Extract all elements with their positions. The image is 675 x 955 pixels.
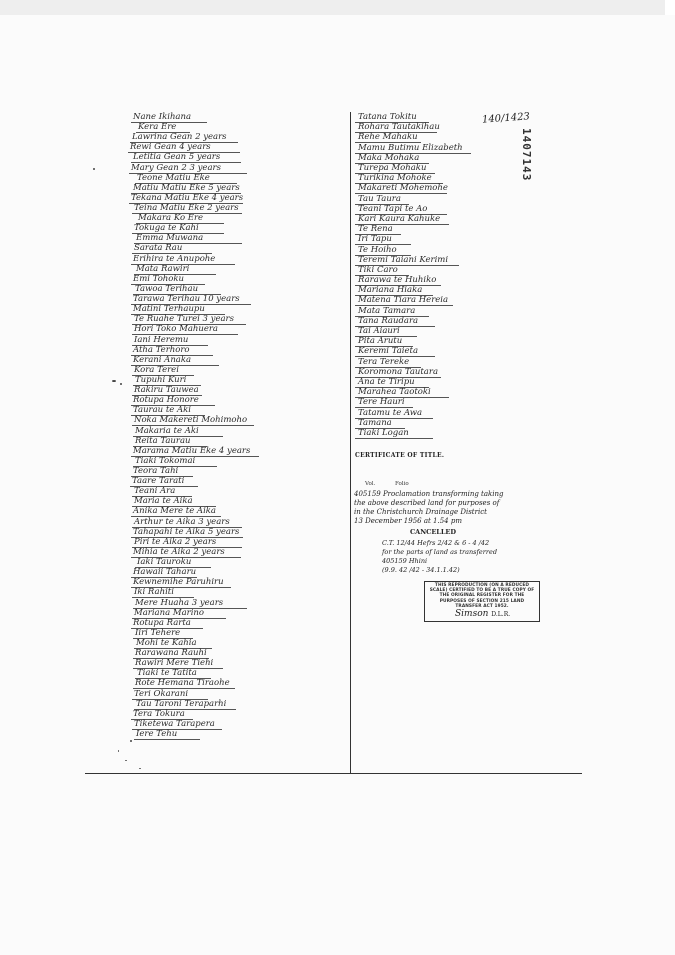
left-name-entry: Erihira te Anupohe bbox=[133, 253, 216, 264]
left-name-entry: Tiketewa Tarapera bbox=[134, 718, 215, 729]
left-name-entry: Mariana Marino bbox=[134, 607, 205, 618]
left-name-entry: Rotupa Honore bbox=[133, 395, 199, 406]
left-name-entry: Teone Matiu Eke bbox=[137, 172, 210, 183]
left-name-entry: Iaki Tauroku bbox=[137, 557, 192, 568]
entry-line-1: 405159 Proclamation transforming taking bbox=[354, 490, 504, 498]
right-name-entry: Te Rena bbox=[358, 224, 393, 235]
left-name-entry: Marama Matiu Eke 4 years bbox=[133, 445, 251, 456]
reproduction-stamp-text: THIS REPRODUCTION (ON A REDUCED SCALE) CERTIFIED TO BE A TRUE COPY OF THE ORIGINAL REGISTER FOR THE PURPOSES OF SECTION 215 LAND TRANSFER ACT 1952. bbox=[429, 583, 535, 609]
left-name-entry: Iere Tehu bbox=[136, 729, 178, 739]
left-name-entry: Mere Huaha 3 years bbox=[135, 597, 224, 608]
right-name-entry: Keremi Taieta bbox=[358, 346, 419, 357]
column-divider bbox=[350, 112, 351, 774]
left-name-entry: Mohi te Kahia bbox=[136, 637, 197, 648]
right-name-entry: Mariana Hiaka bbox=[358, 285, 423, 296]
right-name-entry: Koromona Tautara bbox=[358, 366, 439, 377]
left-name-entry: Rewi Gean 4 years bbox=[130, 142, 211, 153]
right-name-entry: Tatamu te Awa bbox=[358, 407, 423, 418]
left-name-entry: Rotupa Rarta bbox=[133, 617, 191, 628]
left-name-entry: Piri te Aika 2 years bbox=[134, 536, 217, 547]
left-name-entry: Emma Muwana bbox=[136, 233, 204, 244]
right-name-entry: Teremi Taiani Kerimi bbox=[358, 254, 449, 265]
scan-mark bbox=[118, 750, 119, 752]
cancel-line-4: (9.9. 42 /42 - 34.1.1.42) bbox=[382, 566, 460, 574]
right-name-entry: Teani Tapi te Ao bbox=[358, 203, 428, 214]
left-name-entry: Tupuhi Kuri bbox=[135, 374, 187, 385]
left-name-entry: Mata Rawiri bbox=[136, 263, 190, 274]
left-name-entry: Rawiri Mere Tiehi bbox=[135, 658, 214, 669]
right-name-entry: Rehe Mahaku bbox=[358, 132, 418, 143]
right-name-entry: Matena Tiara Hereia bbox=[358, 295, 449, 306]
right-name-entry: Rarawa te Huhiko bbox=[358, 275, 437, 286]
left-name-entry: Teri Okarani bbox=[134, 688, 189, 699]
entry-line-2: the above described land for purposes of bbox=[354, 499, 500, 507]
right-name-entry: Iri Tapu bbox=[358, 234, 392, 245]
left-name-entry: Nane Ikihana bbox=[133, 112, 192, 122]
right-name-entry: Pita Arutu bbox=[358, 336, 403, 347]
left-name-entry: Iani Heremu bbox=[134, 334, 189, 345]
cancel-line-2: for the parts of land as transferred bbox=[382, 548, 497, 556]
left-name-entry: Tarawa Terihau 10 years bbox=[133, 294, 240, 305]
right-name-entry: Mamu Butimu Elizabeth bbox=[358, 142, 463, 153]
right-name-entry: Makareti Mohemohe bbox=[358, 183, 448, 194]
left-name-entry: Rarawana Rauhi bbox=[135, 648, 207, 659]
scan-mark bbox=[112, 380, 116, 382]
right-name-entry: Tau Taura bbox=[358, 193, 401, 204]
left-name-entry: Atha Terhoro bbox=[133, 344, 190, 355]
left-name-entry: Taurau te Aki bbox=[133, 405, 192, 416]
left-name-entry: Tokuga te Kahi bbox=[134, 223, 199, 234]
right-name-entry: Tiaki Logan bbox=[358, 428, 409, 438]
left-name-entry: Taare Tarati bbox=[132, 476, 185, 487]
scan-mark bbox=[139, 768, 141, 769]
signature-suffix: D.L.R. bbox=[491, 611, 511, 618]
left-name-entry: Teani Ara bbox=[134, 486, 176, 497]
left-name-entry: Iiri Tehere bbox=[135, 627, 181, 638]
left-name-entry: Tahapahi te Aika 5 years bbox=[133, 526, 240, 537]
cancel-line-1: C.T. 12/44 Hefrs 2/42 & 6 - 4 /42 bbox=[382, 539, 490, 547]
left-name-entry: Kora Terei bbox=[134, 364, 179, 375]
left-name-entry: Letitia Gean 5 years bbox=[133, 152, 221, 163]
certificate-title: CERTIFICATE OF TITLE. bbox=[355, 452, 445, 459]
cancel-line-3: 405159 Hhini bbox=[382, 557, 428, 565]
left-name-entry: Tiaki Tokomai bbox=[135, 455, 196, 466]
left-name-entry: Tera Tokura bbox=[133, 708, 185, 719]
left-name-entry: Mihia te Aika 2 years bbox=[133, 546, 225, 557]
right-name-entry: Turikina Mohoke bbox=[358, 173, 432, 184]
page-reference: 140/1423 bbox=[481, 111, 531, 126]
register-stamp-number: 1407143 bbox=[520, 128, 533, 182]
right-name-entry: Tera Tereke bbox=[358, 356, 410, 367]
left-name-entry: Tiaki te Tatita bbox=[137, 668, 197, 679]
left-name-entry: Rote Hemana Tiraohe bbox=[135, 678, 230, 689]
left-name-entry: Matini Terhaupu bbox=[133, 304, 205, 315]
right-name-underline bbox=[355, 438, 433, 439]
right-name-entry: Kari Kaura Kahuke bbox=[358, 213, 441, 224]
left-name-entry: Makaria te Aki bbox=[135, 425, 199, 436]
left-name-entry: Sarata Rau bbox=[134, 243, 183, 254]
left-name-entry: Reita Taurau bbox=[135, 435, 191, 446]
vol-label: Vol. bbox=[365, 481, 376, 487]
registrar-signature bbox=[455, 609, 510, 619]
right-name-entry: Tamana bbox=[358, 417, 392, 428]
left-name-entry: Hawaii Taharu bbox=[133, 567, 197, 578]
left-name-entry: Teina Matiu Eke 2 years bbox=[134, 203, 239, 214]
left-name-entry: Maria te Aika bbox=[134, 496, 193, 507]
right-name-entry: Ana te Tiripu bbox=[358, 377, 415, 388]
left-name-entry: Emi Tohoku bbox=[133, 273, 185, 284]
left-name-entry: Noka Makereti Mohimoho bbox=[134, 415, 248, 426]
scan-mark bbox=[125, 760, 127, 761]
scan-mark bbox=[130, 740, 132, 742]
left-name-entry: Tau Taroni Teraparhi bbox=[136, 698, 227, 709]
right-name-entry: Te Hoiho bbox=[358, 244, 397, 255]
left-name-underline bbox=[134, 739, 200, 740]
left-name-entry: Anika Mere te Aika bbox=[133, 506, 217, 517]
left-name-entry: Tawoa Terihau bbox=[135, 283, 199, 294]
left-name-entry: Iki Rahiti bbox=[134, 587, 174, 598]
right-name-entry: Tai Aiauri bbox=[358, 326, 400, 337]
signature-name: Simson bbox=[455, 609, 489, 619]
entry-line-3: in the Christchurch Drainage District bbox=[354, 508, 487, 516]
left-name-entry: Teora Tahi bbox=[133, 466, 179, 477]
left-name-entry: Lawrina Gean 2 years bbox=[132, 132, 227, 143]
right-name-entry: Tere Hauri bbox=[358, 397, 405, 408]
top-bar bbox=[0, 0, 665, 15]
left-name-entry: Matiu Matiu Eke 5 years bbox=[133, 182, 240, 193]
left-name-entry: Te Ruahe Turei 3 years bbox=[134, 314, 234, 325]
left-name-entry: Kera Ere bbox=[138, 122, 177, 133]
left-name-entry: Mary Gean 2 3 years bbox=[131, 162, 221, 173]
left-name-entry: Hori Toko Mahuera bbox=[134, 324, 218, 335]
left-name-entry: Kewnemihe Paruhiru bbox=[133, 577, 224, 588]
cancelled-heading: CANCELLED bbox=[410, 528, 457, 536]
left-name-entry: Arthur te Aika 3 years bbox=[134, 516, 230, 527]
left-name-entry: Tekana Matiu Eke 4 years bbox=[131, 192, 244, 203]
right-name-entry: Tiki Caro bbox=[358, 264, 398, 275]
scan-mark bbox=[120, 383, 122, 385]
right-name-entry: Rohara Tautakihau bbox=[358, 122, 440, 133]
left-name-entry: Rakiru Tauwea bbox=[134, 385, 199, 396]
entry-line-4: 13 December 1956 at 1.54 pm bbox=[354, 517, 462, 525]
right-name-entry: Tana Raudara bbox=[358, 315, 419, 326]
right-name-entry: Turepa Mohaku bbox=[358, 162, 427, 173]
right-name-entry: Mata Tamara bbox=[358, 305, 416, 316]
page-baseline-rule bbox=[85, 773, 582, 774]
right-name-entry: Marahea Taotoki bbox=[358, 387, 431, 398]
scan-mark bbox=[93, 168, 95, 170]
document-page bbox=[0, 15, 675, 955]
folio-label: Folio bbox=[395, 481, 409, 487]
right-name-entry: Tatana Tokitu bbox=[358, 112, 417, 122]
left-name-entry: Makara Ko Ere bbox=[138, 213, 204, 224]
right-name-entry: Maka Mohaka bbox=[358, 152, 420, 163]
left-name-entry: Kerani Anaka bbox=[133, 354, 192, 365]
